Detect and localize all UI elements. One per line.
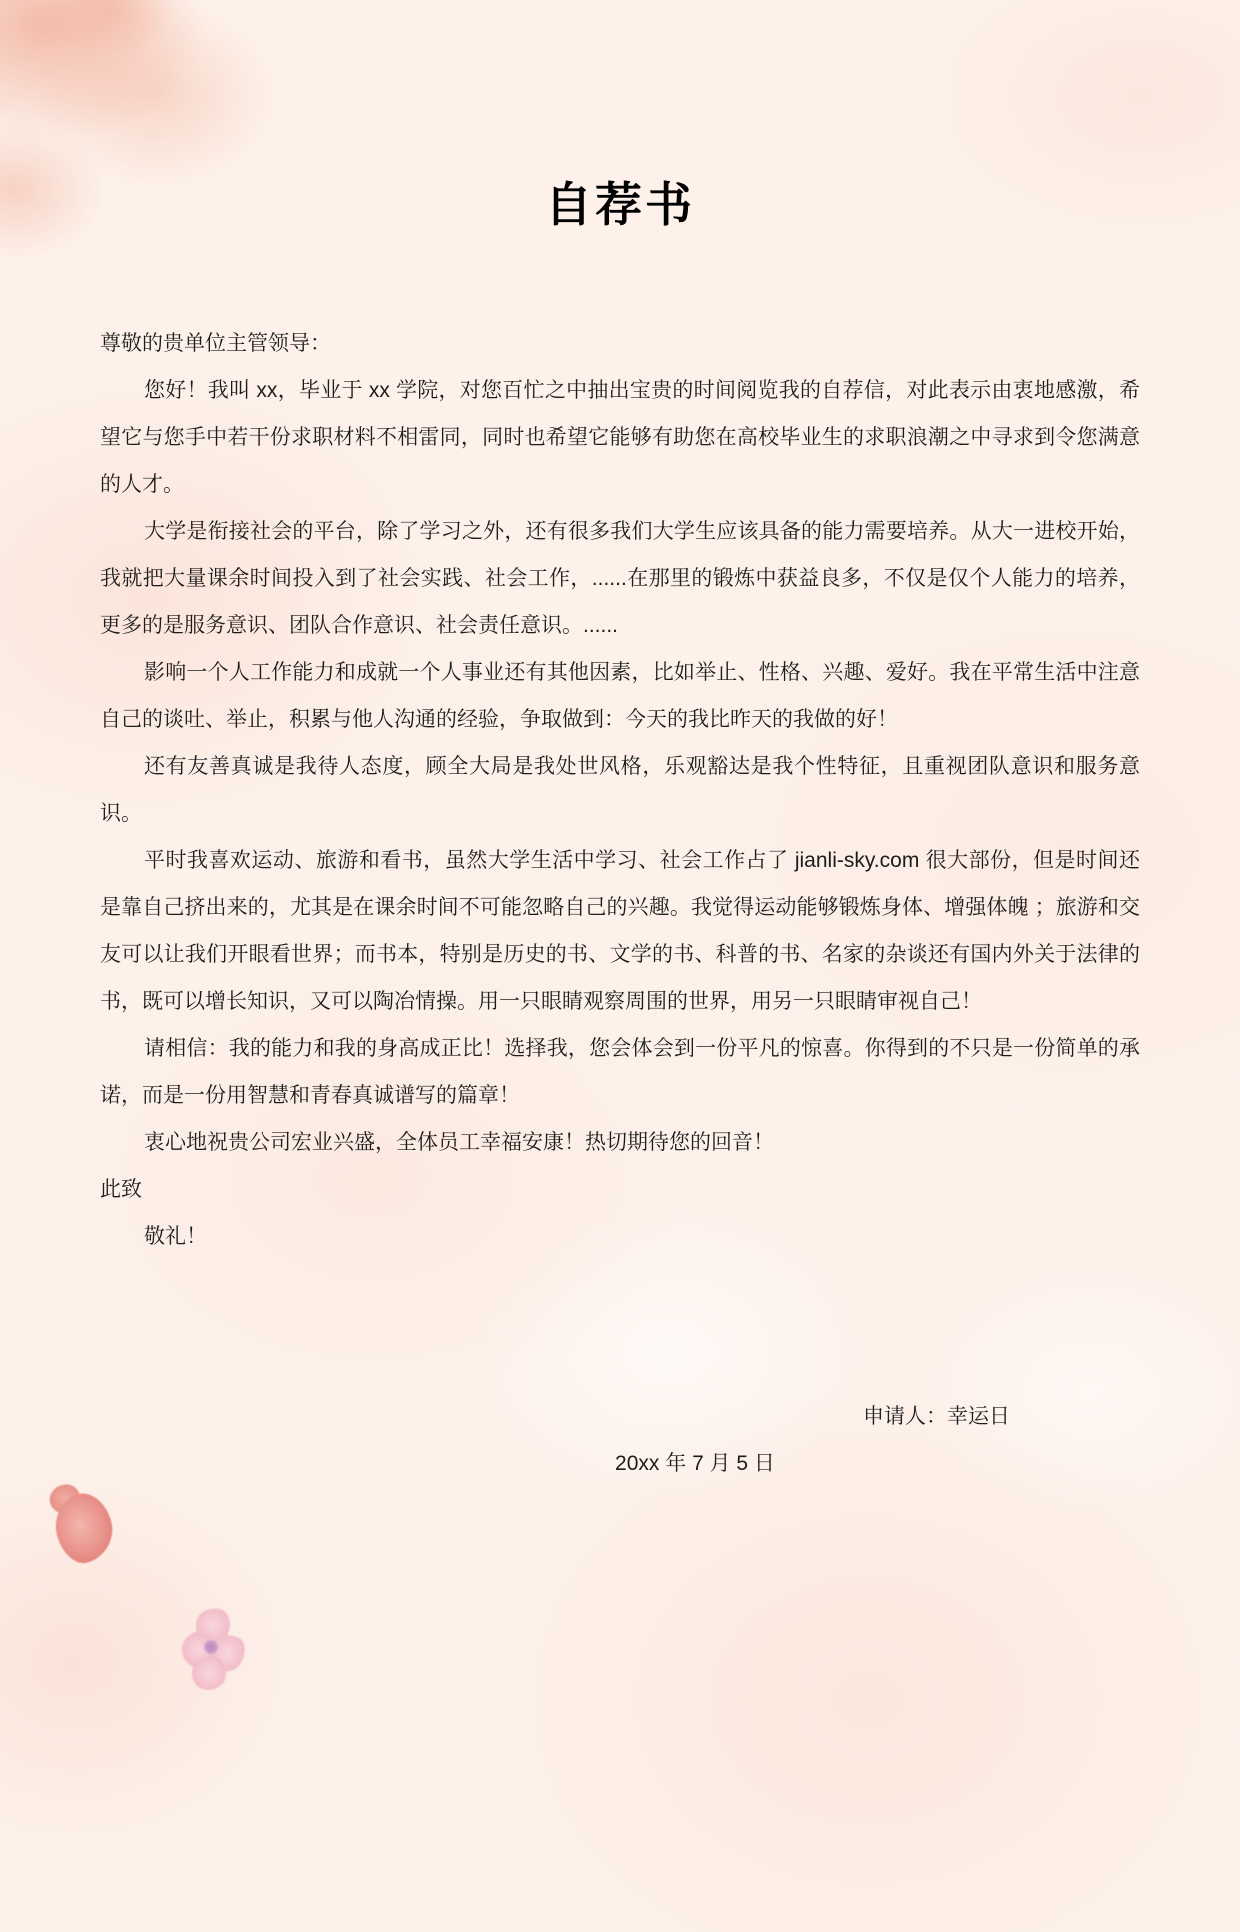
flower-center-icon [204,1640,218,1654]
watercolor-petal-decoration [50,1484,116,1566]
page-title: 自荐书 [545,178,695,231]
paragraph-attitude: 还有友善真诚是我待人态度，顾全大局是我处世风格，乐观豁达是我个性特征，且重视团队意识和服务意识。 [100,755,1140,826]
letter-content [0,178,1240,1487]
paragraph-wishes: 衷心地祝贵公司宏业兴盛，全体员工幸福安康！热切期待您的回音！ [144,1131,774,1155]
paragraph-character: 影响一个人工作能力和成就一个人事业还有其他因素，比如举止、性格、兴趣、爱好。我在平常生活中注意自己的谈吐、举止，积累与他人沟通的经验，争取做到：今天的我比昨天的我做的好！ [100,661,1140,732]
watercolor-flower-decoration [182,1608,246,1692]
closing-jingli: 敬礼！ [144,1225,207,1249]
signature-applicant: 申请人：幸运日 [863,1405,1010,1429]
salutation: 尊敬的贵单位主管领导： [100,332,331,356]
paragraph-university: 大学是衔接社会的平台，除了学习之外，还有很多我们大学生应该具备的能力需要培养。从大一进校开始，我就把大量课余时间投入到了社会实践、社会工作，......在那里的锻炼中获益良多，不仅是仅个人能力的培养，更多的是服务意识、团队合作意识、社会责任意识。...... [100,520,1140,638]
paragraph-promise: 请相信：我的能力和我的身高成正比！选择我，您会体会到一份平凡的惊喜。你得到的不只是一份简单的承诺，而是一份用智慧和青春真诚谱写的篇章！ [100,1037,1140,1108]
paragraph-hobbies: 平时我喜欢运动、旅游和看书，虽然大学生活中学习、社会工作占了 jianli-sky.com 很大部份，但是时间还是靠自己挤出来的，尤其是在课余时间不可能忽略自己的兴趣。我觉得运动能够锻炼身体、增强体魄 ；旅游和交友可以让我们开眼看世界；而书本，特别是历史的书、文学的书、科普的书、名家的杂谈还有国内外关于法律的书，既可以增长知识，又可以陶冶情操。用一只眼睛观察周围的世界，用另一只眼睛审视自己！ [100,849,1140,1014]
signature-date: 20xx 年 7 月 5 日 [615,1452,775,1476]
paragraph-intro: 您好！我叫 xx，毕业于 xx 学院，对您百忙之中抽出宝贵的时间阅览我的自荐信，对此表示由衷地感激，希望它与您手中若干份求职材料不相雷同，同时也希望它能够有助您在高校毕业生的求职浪潮之中寻求到令您满意的人才。 [100,379,1140,497]
closing-cizhi: 此致 [100,1178,142,1202]
